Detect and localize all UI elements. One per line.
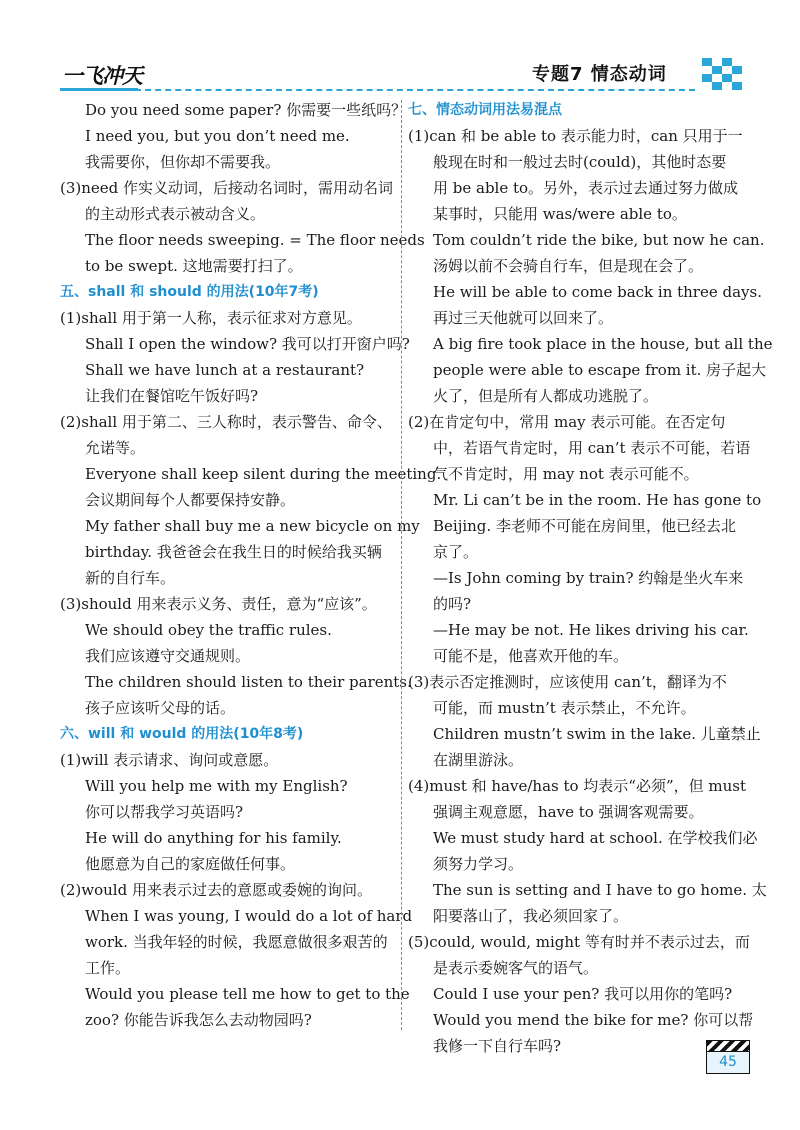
text-line: We must study hard at school. 在学校我们必 [433,829,758,847]
text-line: 气不肯定时，用 may not 表示可能不。 [433,465,699,483]
text-line: 我修一下自行车吗? [433,1037,562,1055]
text-line: 的吗? [433,595,472,613]
text-line: 让我们在餐馆吃午饭好吗? [85,387,259,405]
text-line: My father shall buy me a new bicycle on my [85,517,420,535]
brand-underline [60,88,138,91]
text-line: Could I use your pen? 我可以用你的笔吗? [433,985,733,1003]
right-column [408,97,773,1059]
text-line: I need you, but you don’t need me. [85,127,350,145]
text-line: 须努力学习。 [433,855,524,873]
text-line: 他愿意为自己的家庭做任何事。 [85,855,296,873]
text-line: zoo? 你能告诉我怎么去动物园吗? [85,1011,312,1029]
text-line: Will you help me with my English? [85,777,348,795]
text-line: 新的自行车。 [85,569,176,587]
text-line: Mr. Li can’t be in the room. He has gone to [433,491,762,509]
column-divider [401,100,402,1030]
text-line: We should obey the traffic rules. [85,621,332,639]
checker-decoration [702,58,746,92]
section-heading: 七、情态动词用法易混点 [408,102,562,118]
text-line: Shall we have lunch at a restaurant? [85,361,365,379]
text-line: 可能，而 mustn’t 表示禁止，不允许。 [433,699,696,717]
text-line: 京了。 [433,543,479,561]
text-line: 汤姆以前不会骑自行车，但是现在会了。 [433,257,704,275]
text-line: 用 be able to。另外，表示过去通过努力做成 [433,179,739,197]
page-number-badge [706,1040,750,1074]
text-line: Do you need some paper? 你需要一些纸吗？ [85,101,407,119]
text-line: (2)shall 用于第二、三人称时，表示警告、命令、 [60,413,392,431]
section-heading: 五、shall 和 should 的用法(10年7考) [60,284,319,300]
text-line: The floor needs sweeping. = The floor needs [85,231,425,249]
text-line: 你可以帮我学习英语吗? [85,803,244,821]
text-line: (3)need 作实义动词，后接动名词时，需用动名词 [60,179,394,197]
header-dashed-rule [135,89,695,91]
text-line: work. 当我年轻的时候，我愿意做很多艰苦的 [85,933,388,951]
text-line: 阳要落山了，我必须回家了。 [433,907,629,925]
left-column [60,97,442,1033]
text-line: (1)can 和 be able to 表示能力时，can 只用于一 [408,127,743,145]
text-line: Everyone shall keep silent during the meeting. [85,465,442,483]
text-line: He will be able to come back in three days. [433,283,762,301]
text-line: He will do anything for his family. [85,829,342,847]
brand-logo: 一飞冲天 [62,64,142,88]
text-line: —He may be not. He likes driving his car. [433,621,749,639]
text-line: (2)在肯定句中，常用 may 表示可能。在否定句 [408,413,726,431]
text-line: 是表示委婉客气的语气。 [433,959,599,977]
text-line: Would you mend the bike for me? 你可以帮 [433,1011,754,1029]
text-line: 般现在时和一般过去时(could)，其他时态要 [433,153,727,171]
text-line: to be swept. 这地需要打扫了。 [85,257,303,275]
text-line: The sun is setting and I have to go home. 太 [433,881,767,899]
text-line: (3)should 用来表示义务、责任，意为“应该”。 [60,595,377,613]
chapter-title: 专题7 情态动词 [532,64,667,85]
text-line: (3)表示否定推测时，应该使用 can’t，翻译为不 [408,673,727,691]
text-line: 允诺等。 [85,439,146,457]
text-line: Tom couldn’t ride the bike, but now he can. [433,231,765,249]
text-line: 强调主观意愿，have to 强调客观需要。 [433,803,704,821]
text-line: The children should listen to their parents. [85,673,412,691]
page-header [0,0,800,100]
text-line: 的主动形式表示被动含义。 [85,205,266,223]
text-line: (2)would 用来表示过去的意愿或委婉的询问。 [60,881,372,899]
text-line: Beijing. 李老师不可能在房间里，他已经去北 [433,517,736,535]
text-line: people were able to escape from it. 房子起大 [433,361,767,379]
text-line: 某事时，只能用 was/were able to。 [433,205,687,223]
text-line: 中，若语气肯定时，用 can’t 表示不可能，若语 [433,439,751,457]
text-line: 可能不是，他喜欢开他的车。 [433,647,629,665]
text-line: Would you please tell me how to get to the [85,985,410,1003]
section-heading: 六、will 和 would 的用法(10年8考) [60,726,304,742]
page-badge-stripes [706,1040,750,1052]
text-line: 再过三天他就可以回来了。 [433,309,614,327]
text-line: 我们应该遵守交通规则。 [85,647,251,665]
text-line: (1)shall 用于第一人称，表示征求对方意见。 [60,309,362,327]
text-line: 在湖里游泳。 [433,751,524,769]
text-line: When I was young, I would do a lot of hard [85,907,413,925]
text-line: Shall I open the window? 我可以打开窗户吗? [85,335,410,353]
text-line: (1)will 表示请求、询问或意愿。 [60,751,279,769]
text-line: 火了，但是所有人都成功逃脱了。 [433,387,659,405]
text-line: 我需要你，但你却不需要我。 [85,153,281,171]
text-line: (4)must 和 have/has to 均表示“必须”，但 must [408,777,747,795]
text-line: 孩子应该听父母的话。 [85,699,236,717]
text-line: (5)could, would, might 等有时并不表示过去，而 [408,933,750,951]
text-line: Children mustn’t swim in the lake. 儿童禁止 [433,725,761,743]
page-number: 45 [706,1052,750,1074]
text-line: 会议期间每个人都要保持安静。 [85,491,296,509]
text-line: —Is John coming by train? 约翰是坐火车来 [433,569,744,587]
text-line: A big fire took place in the house, but all the [433,335,773,353]
text-line: 工作。 [85,959,131,977]
text-line: birthday. 我爸爸会在我生日的时候给我买辆 [85,543,382,561]
